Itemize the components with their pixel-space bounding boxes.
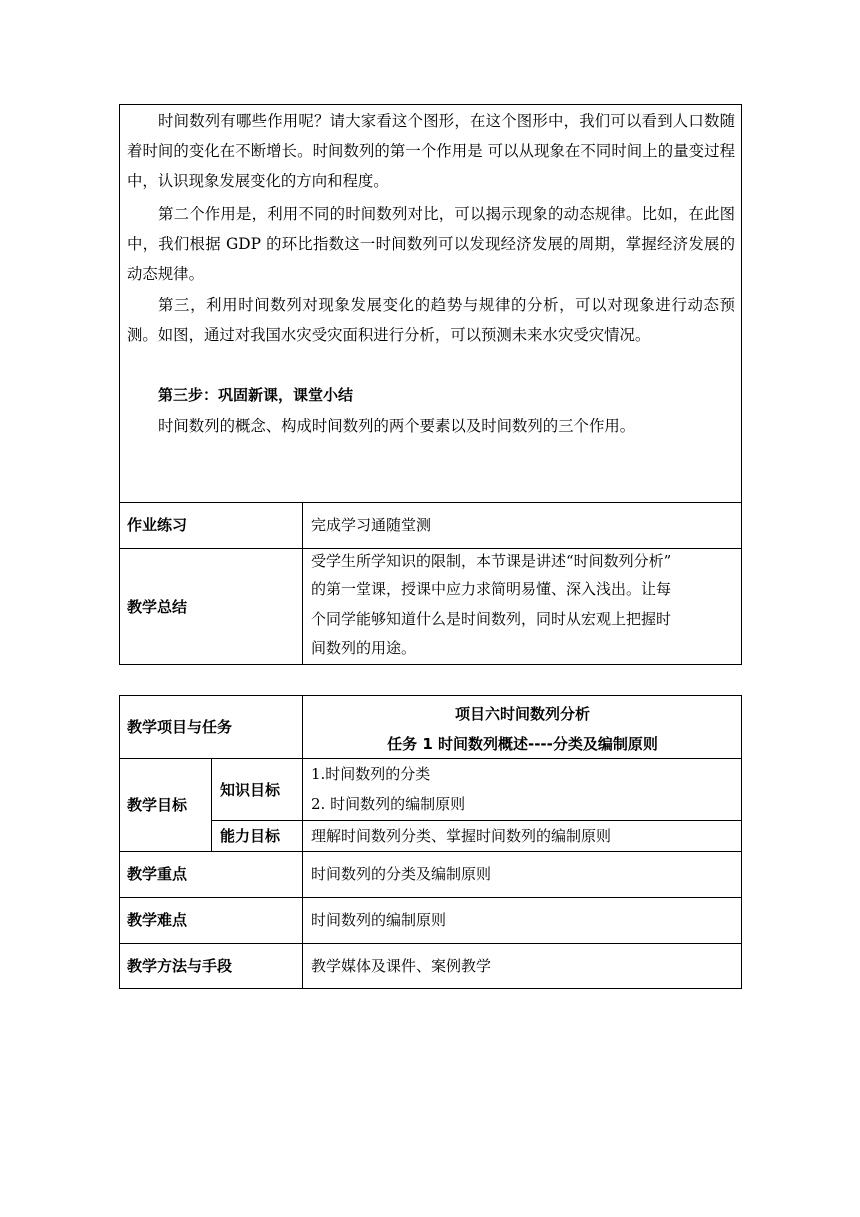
ability-goal-label: 能力目标	[220, 827, 281, 845]
divider	[119, 548, 742, 549]
ability-goal-value: 理解时间数列分类、掌握时间数列的编制原则	[311, 827, 612, 845]
knowledge-goal-label: 知识目标	[220, 781, 281, 799]
homework-label: 作业练习	[127, 516, 188, 534]
lesson-summary: 时间数列的概念、构成时间数列的两个要素以及时间数列的三个作用。	[158, 417, 636, 435]
key-point-label: 教学重点	[127, 865, 188, 883]
teaching-summary-line: 受学生所学知识的限制，本节课是讲述“时间数列分析”	[311, 552, 672, 570]
teaching-summary-line: 的第一堂课，授课中应力求简明易懂、深入浅出。让每	[311, 580, 672, 598]
project-label: 教学项目与任务	[127, 718, 233, 736]
divider	[119, 943, 742, 944]
content-paragraph-3: 第三，利用时间数列对现象发展变化的趋势与规律的分析，可以对现象进行动态预测。如图，通过对我国水灾受灾面积进行分析，可以预测未来水灾受灾情况。	[127, 296, 735, 344]
divider	[211, 758, 212, 851]
method-label: 教学方法与手段	[127, 957, 233, 975]
key-point-value: 时间数列的分类及编制原则	[311, 865, 492, 883]
difficulty-value: 时间数列的编制原则	[311, 911, 447, 929]
divider	[119, 851, 742, 852]
project-title: 项目六时间数列分析	[454, 705, 590, 723]
teaching-summary-line: 个同学能够知道什么是时间数列，同时从宏观上把握时	[311, 610, 672, 628]
method-value: 教学媒体及课件、案例教学	[311, 957, 492, 975]
divider	[119, 502, 742, 503]
divider	[119, 897, 742, 898]
content-paragraph-1: 时间数列有哪些作用呢？请大家看这个图形，在这个图形中，我们可以看到人口数随着时间的变化在不断增长。时间数列的第一个作用是 可以从现象在不同时间上的量变过程中，认识现象发展变化的方向和程度。	[127, 112, 735, 190]
divider	[119, 758, 742, 759]
step3-heading: 第三步：巩固新课，课堂小结	[158, 386, 354, 404]
teaching-summary-label: 教学总结	[127, 598, 188, 616]
teaching-summary-line: 间数列的用途。	[311, 639, 417, 657]
divider	[302, 502, 303, 665]
homework-value: 完成学习通随堂测	[311, 516, 432, 534]
divider	[211, 820, 742, 821]
knowledge-goal-item: 2. 时间数列的编制原则	[311, 795, 466, 813]
task-title: 任务 1 时间数列概述----分类及编制原则	[387, 735, 658, 753]
goals-label: 教学目标	[127, 796, 188, 814]
knowledge-goal-item: 1.时间数列的分类	[311, 765, 431, 783]
difficulty-label: 教学难点	[127, 911, 188, 929]
content-paragraph-2: 第二个作用是，利用不同的时间数列对比，可以揭示现象的动态规律。比如，在此图中，我们根据 GDP 的环比指数这一时间数列可以发现经济发展的周期，掌握经济发展的动态规律。	[127, 205, 735, 283]
